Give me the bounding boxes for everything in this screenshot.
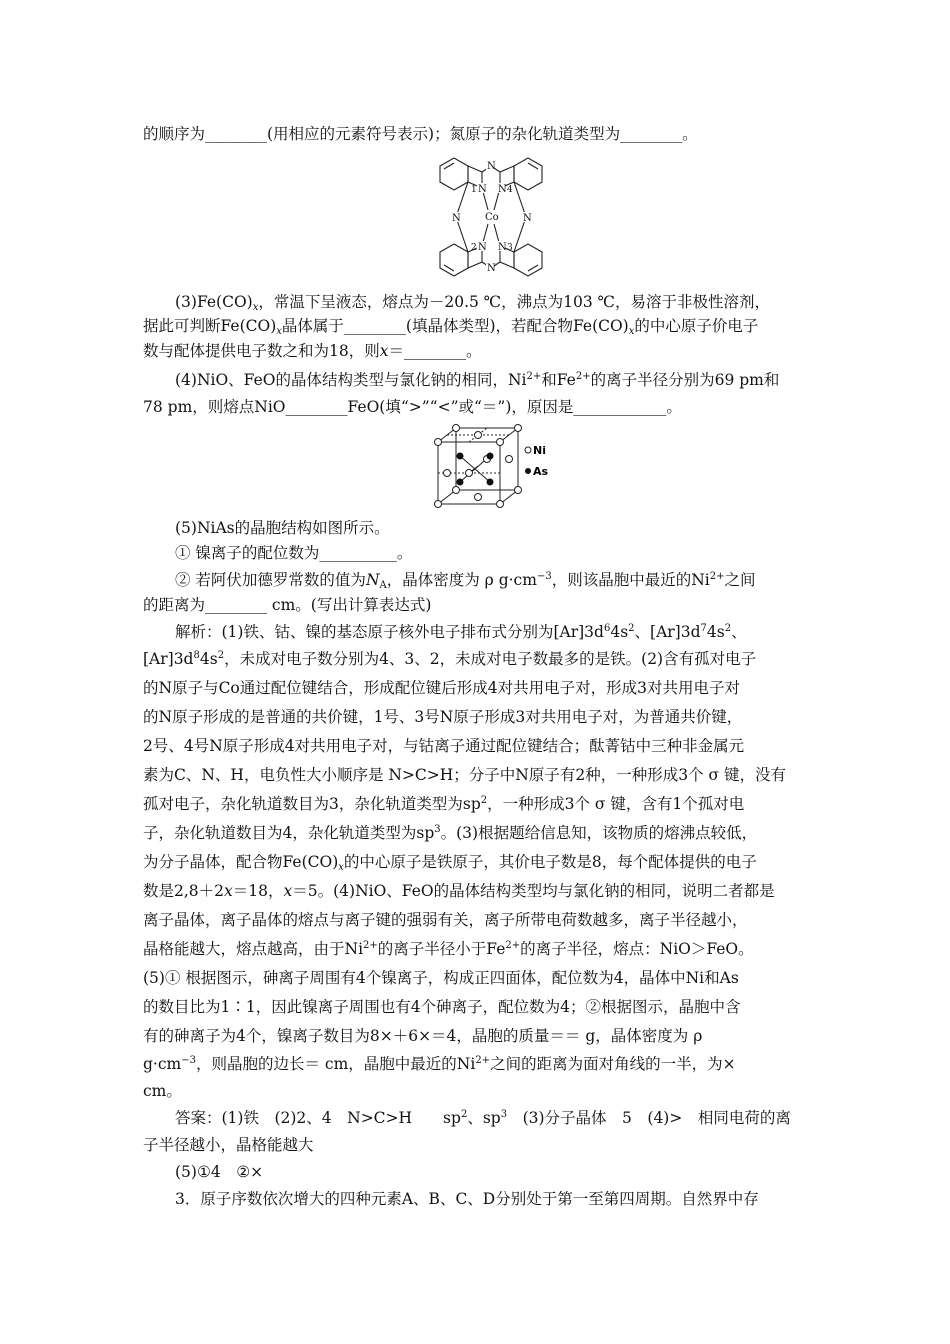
benzene-ring xyxy=(514,158,542,190)
text-line: 子，杂化轨道数目为4，杂化轨道类型为$sp^3$。(3)根据题给信息知，该物质的熔沸点较低， xyxy=(143,824,758,842)
n-position-label: 2 xyxy=(471,243,477,253)
benzene-ring xyxy=(440,158,468,190)
answer-line: (5)①4 ②× xyxy=(175,1163,264,1181)
text-line: 据此可判断$Fe(CO)_x$晶体属于________(填晶体类型)，若配合物$Fe(CO)_x$的中心原子价电子 xyxy=(143,317,759,337)
text-line: $g\cdot cm^{-3}$，则晶胞的边长＝ cm，晶胞中最近的$Ni^{2+}$之间的距离为面对角线的一半，为× xyxy=(143,1055,736,1073)
text-line: 的顺序为________(用相应的元素符号表示)；氮原子的杂化轨道类型为________。 xyxy=(143,125,698,143)
text-line: $[Ar]3d^84s^2$，未成对电子数分别为4、3、2，未成对电子数最多的是铁。(2)含有孤对电子 xyxy=(143,650,757,668)
n-position-label: 3 xyxy=(507,243,513,253)
text-line: 78 pm，则熔点NiO________FeO(填“>”“<”或“＝”)，原因是____________。 xyxy=(143,398,682,416)
pyrrole-n-label: N xyxy=(498,184,507,195)
text-line: (5)① 根据图示，砷离子周围有4个镍离子，构成正四面体，配位数为4，晶体中Ni和As xyxy=(143,969,739,987)
pyrrole-n-label: N xyxy=(478,184,487,195)
as-legend-marker xyxy=(525,468,531,474)
text-line: cm。 xyxy=(143,1082,182,1100)
text-line: 2号、4号N原子形成4对共用电子对，与钴离子通过配位键结合；酞菁钴中三种非金属元 xyxy=(143,737,745,755)
text-line: 解析：(1)铁、钴、镍的基态原子核外电子排布式分别为$[Ar]3d^64s^2$、$[Ar]3d^74s^2$、 xyxy=(175,623,747,641)
text-line: 为分子晶体，配合物$Fe(CO)_x$的中心原子是铁原子，其价电子数是8，每个配体提供的电子 xyxy=(143,853,757,873)
text-line: 孤对电子，杂化轨道数目为3，杂化轨道类型为$sp^2$，一种形成3个 σ 键，含有1个孤对电 xyxy=(143,795,745,813)
text-line: $(3)Fe(CO)_x$，常温下呈液态，熔点为－20.5 ℃，沸点为103 ℃，易溶于非极性溶剂， xyxy=(175,293,770,313)
question-line: 3．原子序数依次增大的四种元素A、B、C、D分别处于第一至第四周期。自然界中存 xyxy=(175,1190,759,1208)
text-line: (4)NiO、FeO的晶体结构类型与氯化钠的相同，$Ni^{2+}$和$Fe^{2+}$的离子半径分别为69 pm和 xyxy=(175,371,780,389)
text-line: ② 若阿伏加德罗常数的值为$N_A$，晶体密度为 ρ $g\cdot cm^{-3}$，则该晶胞中最近的$Ni^{2+}$之间 xyxy=(175,571,756,591)
text-line: 的距离为________ cm。(写出计算表达式) xyxy=(143,596,432,614)
text-line: 的N原子与Co通过配位键结合，形成配位键后形成4对共用电子对，形成3对共用电子对 xyxy=(143,679,740,697)
text-line: 晶格能越大，熔点越高，由于$Ni^{2+}$的离子半径小于$Fe^{2+}$的离子半径，熔点：NiO＞FeO。 xyxy=(143,940,754,958)
bridge-n-label: N xyxy=(487,161,496,172)
answer-line: 答案：(1)铁 (2)2、4 N>C>H $sp^2$、$sp^3$ (3)分子晶体 5 (4)> 相同电荷的离 xyxy=(175,1109,791,1127)
answer-line: 子半径越小，晶格能越大 xyxy=(143,1136,314,1154)
text-line: 的数目比为1∶1，因此镍离子周围也有4个砷离子，配位数为4；②根据图示，晶胞中含 xyxy=(143,998,741,1016)
text-line: ① 镍离子的配位数为__________。 xyxy=(175,544,413,562)
nias-unit-cell-figure xyxy=(432,424,562,510)
text-line: 离子晶体，离子晶体的熔点与离子键的强弱有关，离子所带电荷数越多，离子半径越小， xyxy=(143,911,748,929)
pyrrole-n-label: N xyxy=(498,242,507,253)
benzene-ring xyxy=(440,244,468,276)
ni-legend-label: Ni xyxy=(533,444,546,457)
ni-legend-marker xyxy=(525,447,531,453)
benzene-ring xyxy=(514,244,542,276)
cobalt-phthalocyanine-figure xyxy=(428,150,554,284)
n-position-label: 4 xyxy=(507,185,513,195)
co-center-label: Co xyxy=(485,212,499,223)
as-legend-label: As xyxy=(533,465,549,478)
n-position-label: 1 xyxy=(471,185,477,195)
bridge-n-label: N xyxy=(487,263,496,274)
text-line: 数与配体提供电子数之和为18，则x＝________。 xyxy=(143,342,482,360)
text-line: 素为C、N、H，电负性大小顺序是 N>C>H；分子中N原子有2种，一种形成3个 σ 键，没有 xyxy=(143,766,787,784)
bridge-n-label: N xyxy=(523,213,532,224)
pyrrole-n-label: N xyxy=(478,242,487,253)
bridge-n-label: N xyxy=(452,213,461,224)
text-line: 有的砷离子为4个，镍离子数目为8×＋6×＝4，晶胞的质量＝＝ g，晶体密度为 ρ xyxy=(143,1027,703,1045)
text-line: (5)NiAs的晶胞结构如图所示。 xyxy=(175,519,390,537)
text-line: 的N原子形成的是普通的共价键，1号、3号N原子形成3对共用电子对，为普通共价键， xyxy=(143,708,743,726)
text-line: 数是2,8＋2x＝18，x＝5。(4)NiO、FeO的晶体结构类型均与氯化钠的相同，说明二者都是 xyxy=(143,882,775,900)
